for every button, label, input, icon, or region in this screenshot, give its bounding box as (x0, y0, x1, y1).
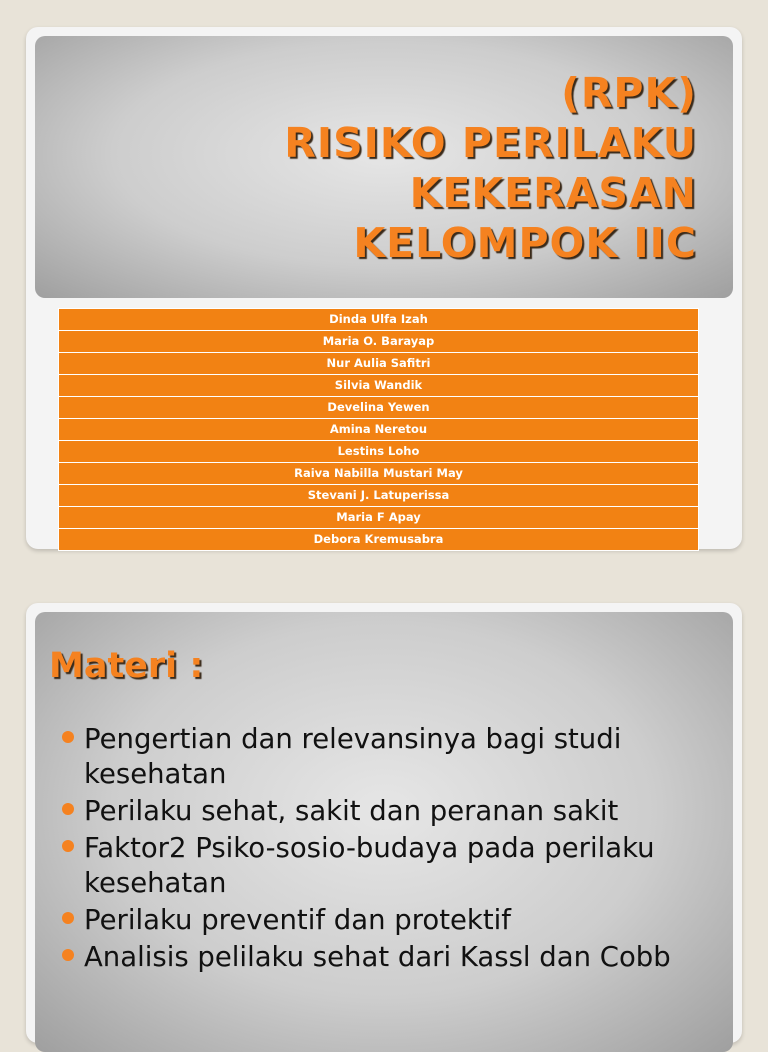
member-name: Raiva Nabilla Mustari May (59, 463, 699, 485)
members-table (58, 308, 699, 551)
bullet-text: Perilaku preventif dan protektif (84, 904, 511, 936)
table-row (59, 529, 699, 551)
orange-dot-icon (62, 912, 74, 924)
member-name: Maria O. Barayap (59, 331, 699, 353)
member-name: Dinda Ulfa Izah (59, 309, 699, 331)
table-row (59, 375, 699, 397)
member-name: Debora Kremusabra (59, 529, 699, 551)
list-item (84, 722, 734, 792)
orange-dot-icon (62, 803, 74, 815)
slide-heading: Materi : (49, 646, 204, 686)
title-line: (RPK) (561, 69, 697, 117)
table-row (59, 463, 699, 485)
table-row (59, 485, 699, 507)
list-item (84, 940, 734, 975)
member-name: Nur Aulia Safitri (59, 353, 699, 375)
member-name: Amina Neretou (59, 419, 699, 441)
title-line: KELOMPOK IIC (353, 219, 697, 267)
bullet-list (84, 722, 734, 977)
table-row (59, 419, 699, 441)
member-name: Stevani J. Latuperissa (59, 485, 699, 507)
bullet-text: Perilaku sehat, sakit dan peranan sakit (84, 795, 619, 827)
member-name: Lestins Loho (59, 441, 699, 463)
table-row (59, 353, 699, 375)
member-name: Silvia Wandik (59, 375, 699, 397)
list-item (84, 831, 734, 901)
bullet-text: Faktor2 Psiko-sosio-budaya pada perilaku kesehatan (84, 832, 655, 899)
table-row (59, 441, 699, 463)
bullet-text: Analisis pelilaku sehat dari Kassl dan Cobb (84, 941, 671, 973)
list-item (84, 794, 734, 829)
title-panel (35, 36, 733, 298)
orange-dot-icon (62, 731, 74, 743)
member-name: Develina Yewen (59, 397, 699, 419)
content-panel (35, 612, 733, 1052)
table-row (59, 309, 699, 331)
title-line: RISIKO PERILAKU (284, 119, 697, 167)
table-row (59, 507, 699, 529)
orange-dot-icon (62, 840, 74, 852)
table-row (59, 397, 699, 419)
title-line: KEKERASAN (409, 169, 697, 217)
orange-dot-icon (62, 949, 74, 961)
bullet-text: Pengertian dan relevansinya bagi studi kesehatan (84, 723, 622, 790)
member-name: Maria F Apay (59, 507, 699, 529)
slide-title (284, 68, 697, 268)
slide-2 (26, 603, 742, 1043)
list-item (84, 903, 734, 938)
table-row (59, 331, 699, 353)
